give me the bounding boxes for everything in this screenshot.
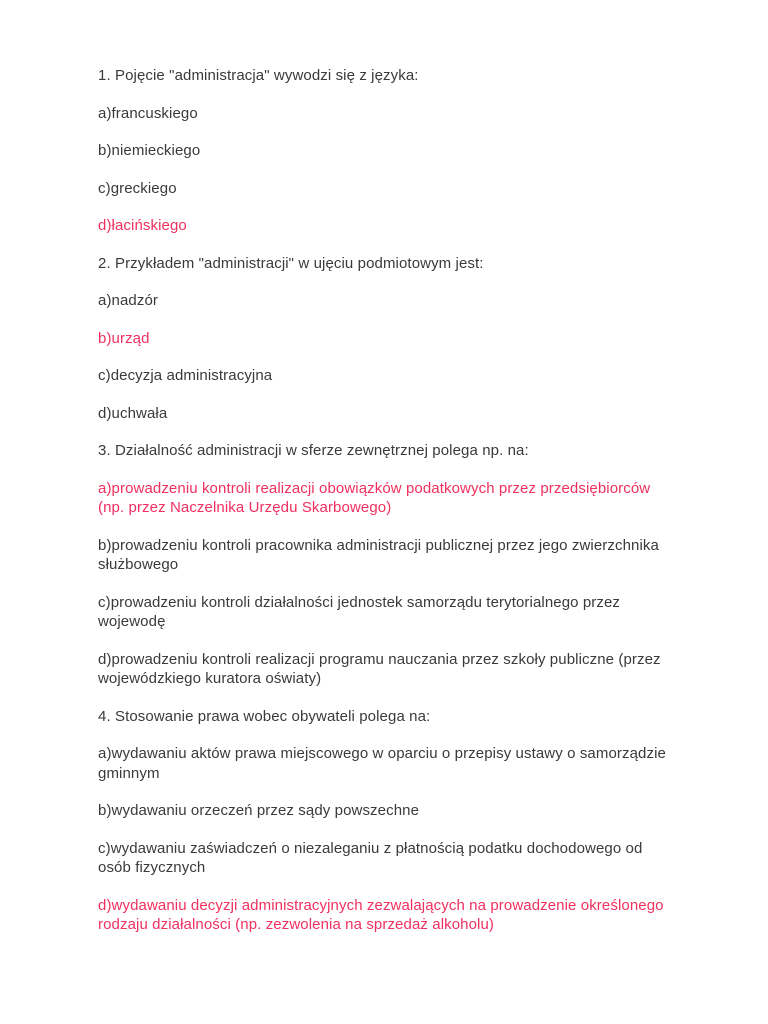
- question-4-option-b: b)wydawaniu orzeczeń przez sądy powszechne: [98, 802, 420, 819]
- question-3-option-c: c)prowadzeniu kontroli działalności jednostek samorządu terytorialnego przez wojewodę: [98, 593, 621, 630]
- question-3-option-d: d)prowadzeniu kontroli realizacji programu nauczania przez szkoły publiczne (przez wojewódzkiego kuratora oświaty): [98, 650, 661, 687]
- question-1-option-d-correct: d)łacińskiego: [98, 217, 187, 234]
- question-1: 1. Pojęcie "administracja" wywodzi się z języka:: [98, 67, 419, 84]
- question-3-option-a-correct: a)prowadzeniu kontroli realizacji obowiązków podatkowych przez przedsiębiorców (np. przez Naczelnika Urzędu Skarbowego): [98, 479, 651, 516]
- question-3: 3. Działalność administracji w sferze zewnętrznej polega np. na:: [98, 442, 529, 459]
- question-4: 4. Stosowanie prawa wobec obywateli polega na:: [98, 707, 431, 725]
- document-page: [98, 66, 678, 953]
- question-2-option-b-correct: b)urząd: [98, 329, 150, 347]
- question-1-option-a: a)francuskiego: [98, 104, 198, 122]
- question-3-option-b: b)prowadzeniu kontroli pracownika administracji publicznej przez jego zwierzchnika służbowego: [98, 536, 659, 573]
- question-2-option-a: a)nadzór: [98, 292, 159, 309]
- question-2-option-c: c)decyzja administracyjna: [98, 367, 273, 384]
- question-4-option-d-correct: d)wydawaniu decyzji administracyjnych zezwalających na prowadzenie określonego rodzaju działalności (np. zezwolenia na sprzedaż alkoholu): [98, 896, 664, 933]
- question-2: 2. Przykładem "administracji" w ujęciu podmiotowym jest:: [98, 254, 484, 272]
- question-4-option-a: a)wydawaniu aktów prawa miejscowego w oparciu o przepisy ustawy o samorządzie gminnym: [98, 745, 666, 782]
- question-2-option-d: d)uchwała: [98, 404, 168, 422]
- question-4-option-c: c)wydawaniu zaświadczeń o niezaleganiu z płatnością podatku dochodowego od osób fizycznych: [98, 839, 643, 876]
- question-1-option-b: b)niemieckiego: [98, 142, 201, 159]
- question-1-option-c: c)greckiego: [98, 179, 177, 197]
